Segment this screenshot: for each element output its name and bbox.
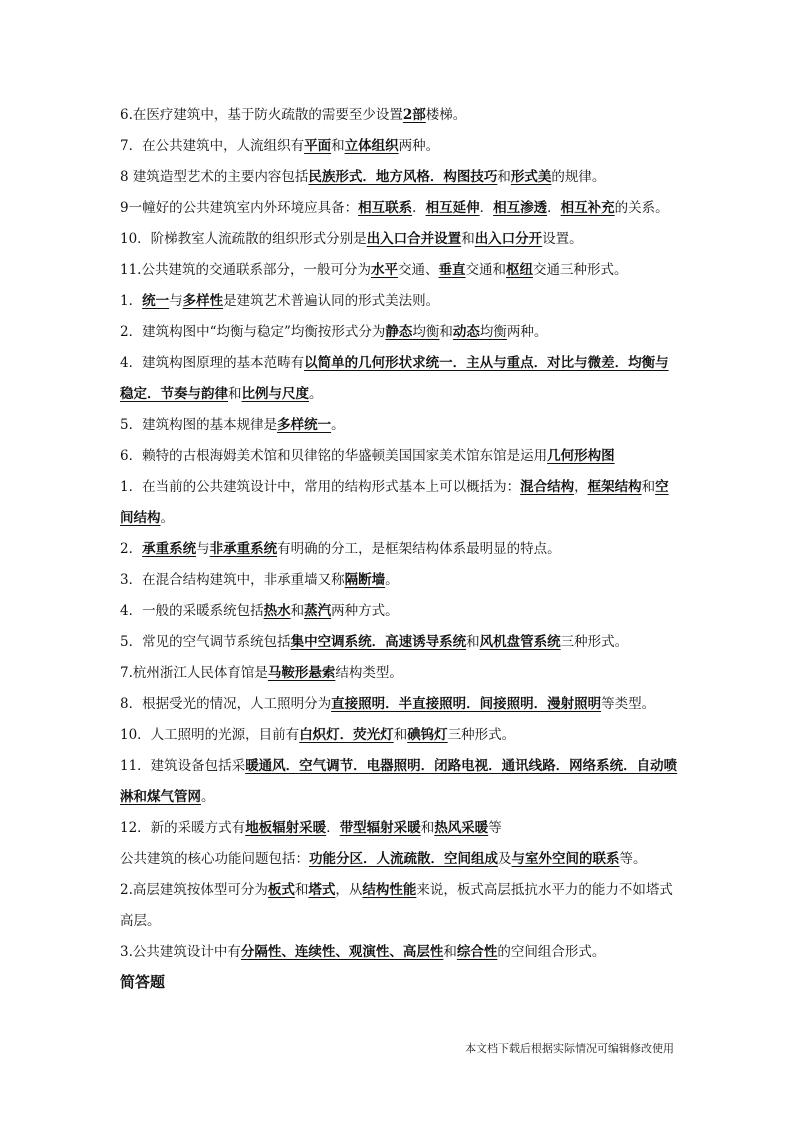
answer-blank: 相互渗透 <box>493 200 548 216</box>
answer-blank: 形式美 <box>510 169 552 185</box>
answer-line <box>120 658 680 689</box>
line-text: 。 <box>201 789 215 805</box>
line-text: 。 <box>385 572 399 588</box>
answer-blank: 静态 <box>385 324 413 340</box>
line-text: 公共建筑的核心功能问题包括： <box>120 851 309 867</box>
answer-line <box>120 813 680 844</box>
line-text: 1． <box>120 293 143 309</box>
line-text: 12．新的采暖方式有 <box>120 820 246 836</box>
line-text: 和 <box>420 820 435 836</box>
answer-blank: 立体组织 <box>344 138 399 154</box>
answer-line <box>120 348 680 410</box>
answer-blank: 与室外空间的联系 <box>511 851 620 867</box>
line-text: 两种方式。 <box>331 603 399 619</box>
line-text: 及 <box>498 851 512 867</box>
answer-blank: 热水 <box>263 603 291 619</box>
answer-blank: 地板辐射采暖 <box>245 820 327 836</box>
line-text: 的关系。 <box>614 200 669 216</box>
answer-blank: 集中空调系统．高速诱导系统 <box>290 634 467 650</box>
line-text: 和 <box>466 634 480 650</box>
line-text: 有明确的分工，是框架结构体系最明显的特点。 <box>277 541 561 557</box>
line-text: 楼梯。 <box>425 107 467 123</box>
line-text: 10．阶梯教室人流疏散的组织形式分别是 <box>120 231 367 247</box>
answer-line <box>120 100 680 131</box>
answer-blank: 风机盘管系统 <box>479 634 561 650</box>
line-text: 6．赖特的古根海姆美术馆和贝律铭的华盛顿美国国家美术馆东馆是运用 <box>120 448 548 464</box>
answer-blank: 民族形式．地方风格．构图技巧 <box>308 169 498 185</box>
answer-blank: 白炽灯．荧光灯 <box>299 727 394 743</box>
line-text: 。 <box>309 386 323 402</box>
answer-blank: 塔式 <box>308 882 336 898</box>
line-text: 来说，板式高层抵抗水平力的能力不如塔式高层。 <box>120 882 673 929</box>
answer-line <box>120 286 680 317</box>
answer-line <box>120 410 680 441</box>
line-text: 和 <box>641 479 656 495</box>
answer-blank: 动态 <box>452 324 480 340</box>
line-text: ． <box>479 200 494 216</box>
line-text: 和 <box>290 603 305 619</box>
answer-blank: 分隔性、连续性、观演性、高层性 <box>240 944 444 960</box>
answer-blank: 综合性 <box>456 944 498 960</box>
answer-line <box>120 534 680 565</box>
document-body <box>120 100 680 996</box>
line-text: 5．建筑构图的基本规律是 <box>120 417 278 433</box>
answer-blank: 垂直 <box>438 262 466 278</box>
line-text: 。 <box>331 417 345 433</box>
line-text: ， <box>574 479 588 495</box>
answer-line <box>120 627 680 658</box>
answer-blank: 多样统一 <box>277 417 332 433</box>
line-text: 4．一般的采暖系统包括 <box>120 603 264 619</box>
answer-blank: 平面 <box>304 138 332 154</box>
section-heading: 简答题 <box>120 973 166 991</box>
line-text: 11.公共建筑的交通联系部分，一般可分为 <box>120 262 371 278</box>
answer-blank: 热风采暖 <box>434 820 489 836</box>
fill-in-answers <box>120 100 680 968</box>
answer-line <box>120 255 680 286</box>
line-text: 2． <box>120 541 143 557</box>
answer-blank: 直接照明．半直接照明．间接照明．漫射照明 <box>331 696 602 712</box>
answer-blank: 相互联系 <box>358 200 413 216</box>
answer-blank: 碘钨灯 <box>407 727 448 743</box>
line-text: 的空间组合形式。 <box>497 944 606 960</box>
line-text: 8 建筑造型艺术的主要内容包括 <box>120 169 309 185</box>
answer-line <box>120 720 680 751</box>
answer-blank: 出入口合并设置 <box>366 231 462 247</box>
line-text: 9一幢好的公共建筑室内外环境应具备： <box>120 200 359 216</box>
line-text: 和 <box>443 944 457 960</box>
answer-blank: 相互延伸 <box>425 200 480 216</box>
answer-blank: 几何形构图 <box>547 448 615 464</box>
line-text: 设置。 <box>542 231 583 247</box>
answer-blank: 出入口分开 <box>474 231 543 247</box>
line-text: ． <box>547 200 561 216</box>
line-text: 和 <box>331 138 345 154</box>
answer-line <box>120 131 680 162</box>
line-text: ，从 <box>335 882 363 898</box>
answer-blank: 非承重系统 <box>209 541 278 557</box>
line-text: 11．建筑设备包括采 <box>120 758 246 774</box>
line-text: 。 <box>160 510 174 526</box>
line-text: 三种形式。 <box>447 727 516 743</box>
line-text: 和 <box>393 727 408 743</box>
answer-blank: 功能分区．人流疏散．空间组成 <box>309 851 498 867</box>
line-text: 等 <box>488 820 502 836</box>
line-text: 等。 <box>619 851 647 867</box>
line-text: 与 <box>196 541 210 557</box>
answer-blank: 空间结构 <box>120 479 669 526</box>
answer-line <box>120 317 680 348</box>
answer-blank: 承重系统 <box>142 541 197 557</box>
line-text: 7.杭州浙江人民体育馆是 <box>120 665 268 681</box>
answer-blank: 带型辐射采暖 <box>339 820 421 836</box>
line-text: 交通和 <box>465 262 506 278</box>
answer-line <box>120 689 680 720</box>
answer-line <box>120 193 680 224</box>
line-text: 3．在混合结构建筑中，非承重墙又称 <box>120 572 345 588</box>
line-text: ． <box>412 200 426 216</box>
line-text: 的规律。 <box>551 169 606 185</box>
answer-blank: 混合结构 <box>520 479 575 495</box>
line-text: 2.高层建筑按体型可分为 <box>120 882 268 898</box>
line-text: 是建筑艺术普遍认同的形式美法则。 <box>223 293 440 309</box>
answer-blank: 水平 <box>370 262 398 278</box>
line-text: 6.在医疗建筑中，基于防火疏散的需要至少设置 <box>120 107 403 123</box>
answer-line <box>120 751 680 813</box>
line-text: 等类型。 <box>601 696 656 712</box>
answer-line <box>120 162 680 193</box>
answer-blank: 结构性能 <box>362 882 417 898</box>
answer-blank: 马鞍形悬索 <box>267 665 336 681</box>
answer-line <box>120 596 680 627</box>
line-text: 2．建筑构图中“均衡与稳定”均衡按形式分为 <box>120 324 386 340</box>
answer-blank: 框架结构 <box>587 479 642 495</box>
line-text: 两种。 <box>398 138 440 154</box>
answer-blank: 均衡 <box>412 324 440 340</box>
line-text: 与 <box>169 293 183 309</box>
line-text: 两种。 <box>506 324 548 340</box>
page-footer: 本文档下载后根据实际情况可编辑修改使用 <box>465 1042 674 1055</box>
line-text: 和 <box>228 386 242 402</box>
line-text: 8．根据受光的情况，人工照明分为 <box>120 696 332 712</box>
answer-blank: 暖通风．空气调节．电器照明．闭路电视．通讯线路．网络系统．自动喷淋和煤气管网 <box>120 758 678 805</box>
answer-blank: 2部 <box>402 107 426 123</box>
line-text: 3.公共建筑设计中有 <box>120 944 241 960</box>
answer-blank: 相互补充 <box>560 200 615 216</box>
line-text: 和 <box>294 882 309 898</box>
line-text: 5．常见的空气调节系统包括 <box>120 634 291 650</box>
answer-blank: 蒸汽 <box>304 603 332 619</box>
answer-blank: 统一 <box>142 293 170 309</box>
answer-line <box>120 875 680 937</box>
line-text: 交通三种形式。 <box>532 262 628 278</box>
answer-blank: 以简单的几何形状求统一．主从与重点．对比与微差．均衡与稳定．节奏与韵律 <box>120 355 669 402</box>
line-text: 7．在公共建筑中，人流组织有 <box>120 138 305 154</box>
line-text: 4．建筑构图原理的基本范畴有 <box>120 355 305 371</box>
answer-blank: 多样性 <box>182 293 224 309</box>
answer-line <box>120 441 680 472</box>
answer-blank: 比例与尺度 <box>241 386 309 402</box>
answer-line <box>120 844 680 875</box>
answer-blank: 板式 <box>267 882 295 898</box>
answer-line <box>120 224 680 255</box>
line-text: 和 <box>497 169 511 185</box>
answer-blank: 均衡 <box>479 324 507 340</box>
answer-blank: 隔断墙 <box>344 572 386 588</box>
answer-line <box>120 937 680 968</box>
answer-line <box>120 565 680 596</box>
line-text: 1．在当前的公共建筑设计中，常用的结构形式基本上可以概括为： <box>120 479 521 495</box>
line-text: 和 <box>461 231 475 247</box>
answer-blank: 枢纽 <box>505 262 533 278</box>
line-text: ． <box>326 820 340 836</box>
line-text: 10．人工照明的光源，目前有 <box>120 727 300 743</box>
answer-line <box>120 472 680 534</box>
line-text: 和 <box>439 324 453 340</box>
line-text: 三种形式。 <box>560 634 629 650</box>
line-text: 结构类型。 <box>335 665 403 681</box>
line-text: 交通、 <box>397 262 439 278</box>
